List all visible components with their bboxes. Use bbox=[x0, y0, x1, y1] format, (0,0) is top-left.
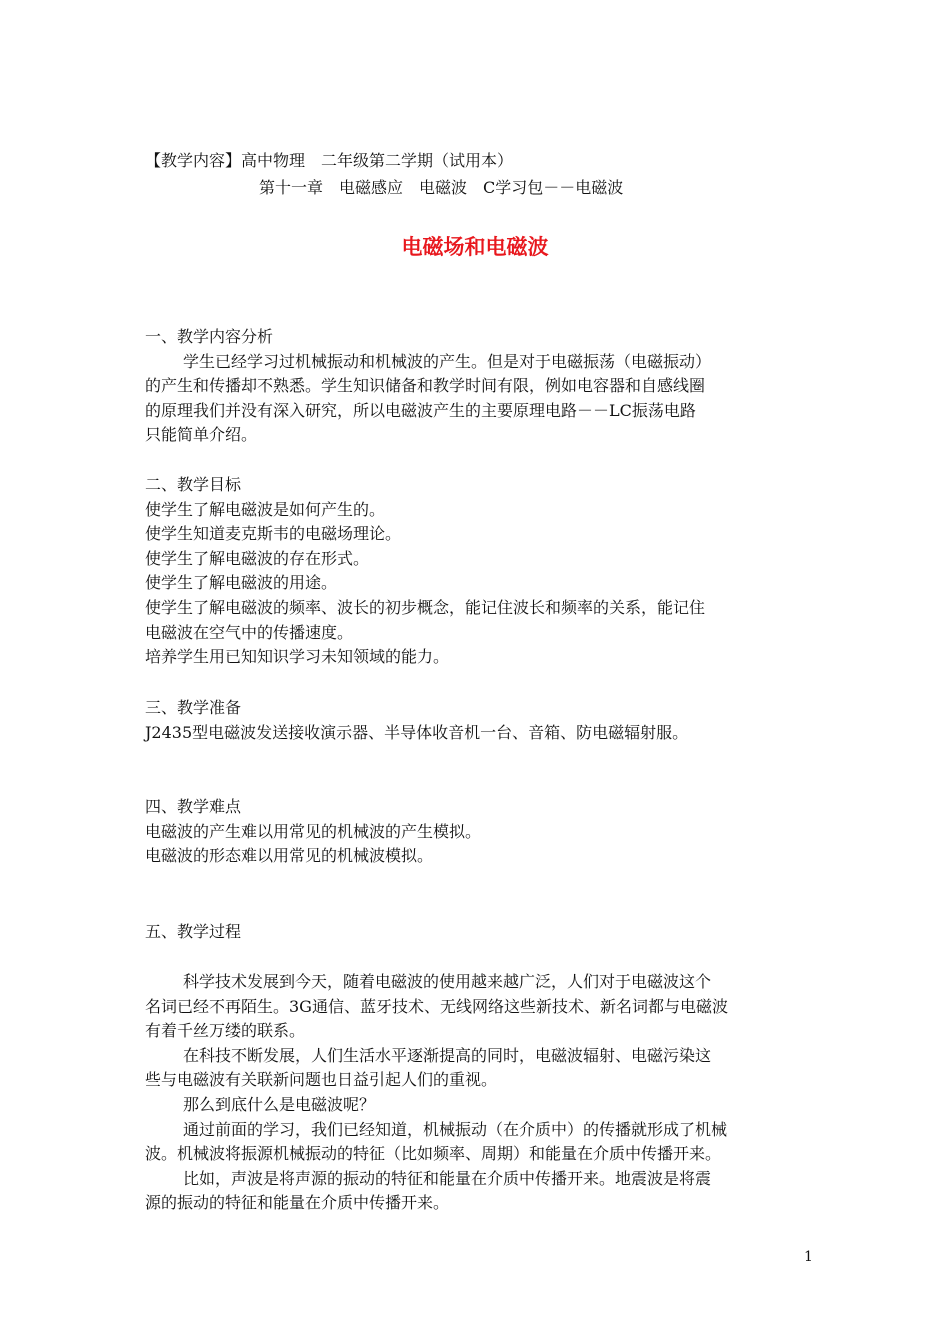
paragraph-line: 通过前面的学习，我们已经知道，机械振动（在介质中）的传播就形成了机械 bbox=[183, 1119, 728, 1139]
section-difficulties bbox=[145, 795, 813, 869]
paragraph-line: 些与电磁波有关联新问题也日益引起人们的重视。 bbox=[145, 1070, 498, 1090]
paragraph-line: 在科技不断发展，人们生活水平逐渐提高的同时，电磁波辐射、电磁污染这 bbox=[183, 1045, 712, 1065]
section-heading: 一、教学内容分析 bbox=[145, 327, 274, 346]
goal-item: 使学生了解电磁波的存在形式。 bbox=[145, 548, 370, 568]
section-heading: 四、教学难点 bbox=[145, 797, 242, 816]
paragraph-line: 科学技术发展到今天，随着电磁波的使用越来越广泛，人们对于电磁波这个 bbox=[183, 972, 712, 991]
header-chapter-info: 第十一章 电磁感应 电磁波 C学习包－－电磁波 bbox=[259, 178, 624, 197]
goal-item: 使学生了解电磁波的频率、波长的初步概念，能记住波长和频率的关系，能记住 bbox=[145, 597, 706, 617]
paragraph-line: J2435型电磁波发送接收演示器、半导体收音机一台、音箱、防电磁辐射服。 bbox=[145, 722, 689, 742]
goal-item: 培养学生用已知知识学习未知领域的能力。 bbox=[145, 647, 450, 667]
paragraph-line: 的产生和传播却不熟悉。学生知识储备和教学时间有限，例如电容器和自感线圈 bbox=[145, 376, 706, 396]
goal-item: 电磁波在空气中的传播速度。 bbox=[145, 622, 354, 642]
page-number: 1 bbox=[804, 1249, 813, 1265]
goal-item: 使学生知道麦克斯韦的电磁场理论。 bbox=[145, 524, 402, 544]
paragraph-line: 那么到底什么是电磁波呢？ bbox=[183, 1094, 376, 1114]
header-course-info: 【教学内容】高中物理 二年级第二学期（试用本） bbox=[145, 151, 514, 170]
section-heading: 二、教学目标 bbox=[145, 475, 242, 494]
document-title: 电磁场和电磁波 bbox=[401, 234, 549, 259]
section-goals bbox=[145, 473, 813, 670]
section-heading: 五、教学过程 bbox=[145, 922, 242, 941]
paragraph-line: 的原理我们并没有深入研究，所以电磁波产生的主要原理电路－－LC振荡电路 bbox=[145, 400, 696, 420]
section-heading: 三、教学准备 bbox=[145, 698, 242, 717]
paragraph-line: 比如，声波是将声源的振动的特征和能量在介质中传播开来。地震波是将震 bbox=[183, 1168, 712, 1188]
goal-item: 使学生了解电磁波的用途。 bbox=[145, 573, 338, 593]
paragraph-line: 只能简单介绍。 bbox=[145, 425, 258, 445]
paragraph-line: 有着千丝万缕的联系。 bbox=[145, 1021, 306, 1041]
paragraph-line: 源的振动的特征和能量在介质中传播开来。 bbox=[145, 1193, 450, 1213]
section-process-heading-block bbox=[145, 920, 813, 945]
section-analysis bbox=[145, 325, 813, 448]
section-preparation bbox=[145, 696, 813, 745]
difficulty-item: 电磁波的产生难以用常见的机械波的产生模拟。 bbox=[145, 821, 482, 841]
paragraph-line: 名词已经不再陌生。3G通信、蓝牙技术、无线网络这些新技术、新名词都与电磁波 bbox=[145, 996, 728, 1016]
section-process-body bbox=[145, 970, 813, 1216]
paragraph-line: 学生已经学习过机械振动和机械波的产生。但是对于电磁振荡（电磁振动） bbox=[183, 351, 712, 371]
goal-item: 使学生了解电磁波是如何产生的。 bbox=[145, 499, 386, 519]
paragraph-line: 波。机械波将振源机械振动的特征（比如频率、周期）和能量在介质中传播开来。 bbox=[145, 1144, 722, 1164]
difficulty-item: 电磁波的形态难以用常见的机械波模拟。 bbox=[145, 846, 434, 866]
